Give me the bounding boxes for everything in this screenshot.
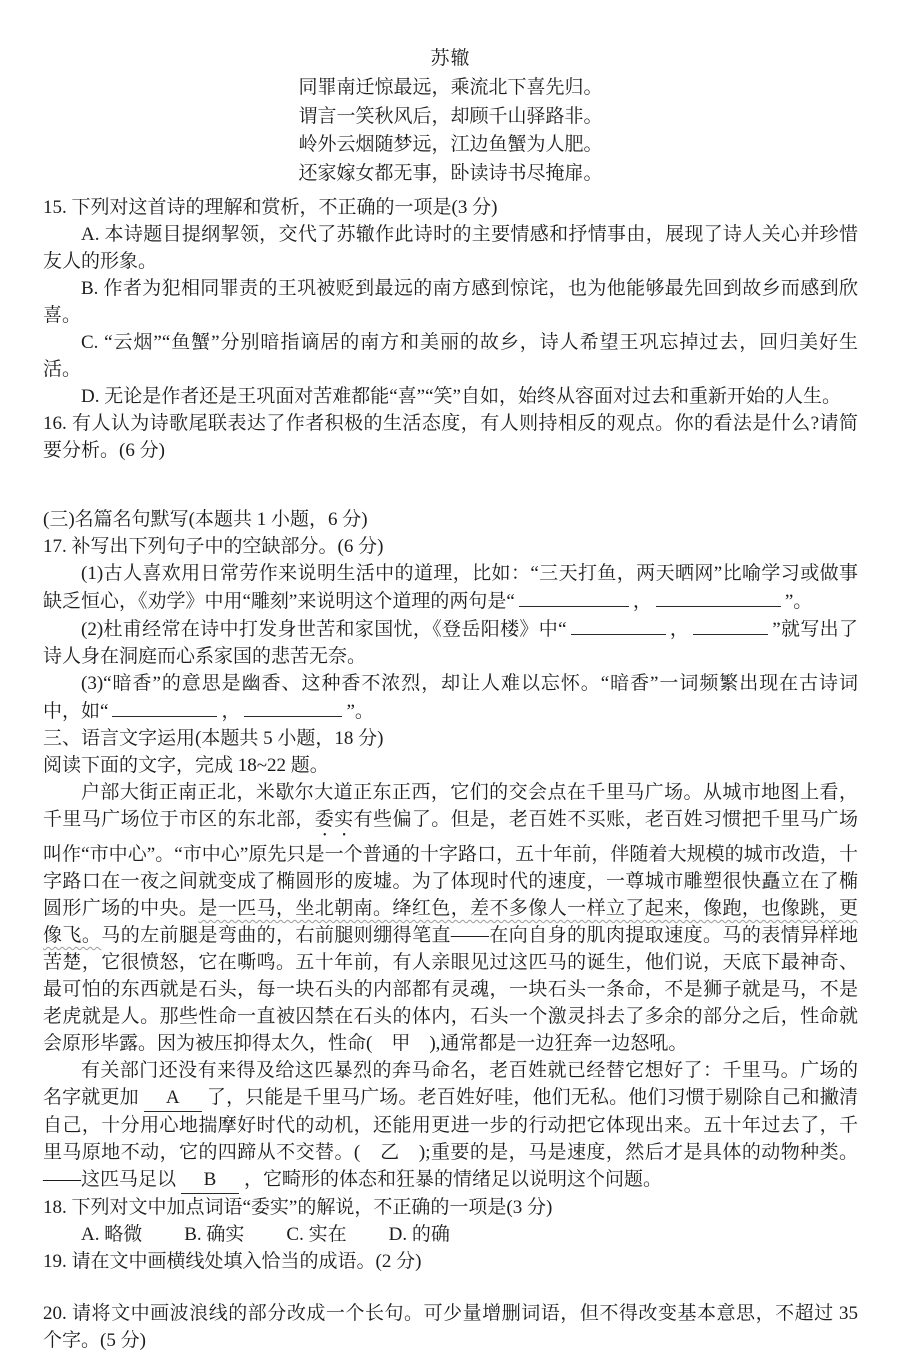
- question-18-option-b: B. 确实: [184, 1224, 245, 1245]
- question-17-stem: 17. 补写出下列句子中的空缺部分。(6 分): [43, 536, 384, 557]
- answer-blank: [112, 697, 217, 717]
- idiom-blank-a: A: [144, 1084, 202, 1112]
- question-18-options: [43, 1221, 858, 1248]
- passage-text: 了，只能是千里马广场。老百姓好哇，他们无私。他们习惯于剔除自己和撇清自己，十分用心地揣摩好时代的动机，还能用更进一步的行动把它体现出来。五十年过去了，千里马原地不动，它的四蹄从不交替。( 乙 );重要的是，马是速度，然后才是具体的动物种类。——这匹马足以: [43, 1087, 858, 1190]
- answer-blank: [656, 587, 781, 607]
- answer-blank: [244, 697, 342, 717]
- item-1-text-post: ”。: [784, 591, 813, 612]
- emphasized-word-weishi: 委实: [314, 809, 354, 830]
- question-15-option-c: C. “云烟”“鱼蟹”分别暗指谪居的南方和美丽的故乡，诗人希望王巩忘掉过去，回归美好生活。: [43, 332, 858, 380]
- passage-text: ，它畸形的体态和狂暴的情绪足以说明这个问题。: [244, 1169, 663, 1190]
- wavy-underlined-sentence: 是一匹马，坐北朝南。绛红色，差不多像人一样立了起来，像跑，也像跳，更像飞。: [43, 898, 858, 946]
- poem-line-3: 岭外云烟随梦远，江边鱼蟹为人肥。: [298, 134, 603, 155]
- poem-author: 苏辙: [430, 48, 471, 69]
- answer-blank: [519, 587, 629, 607]
- poem-line-4: 还家嫁女都无事，卧读诗书尽掩扉。: [298, 162, 603, 184]
- question-18-option-d: D. 的确: [388, 1224, 450, 1245]
- item-2-text-pre: (2)杜甫经常在诗中打发身世苦和家国忧，《登岳阳楼》中“: [81, 619, 567, 640]
- answer-blank: [693, 615, 768, 635]
- idiom-blank-b: B: [181, 1166, 239, 1194]
- question-18-stem: 18. 下列对文中加点词语“委实”的解说，不正确的一项是(3 分): [43, 1197, 553, 1218]
- passage-text: 有些偏了。但是，老百姓不买账，老百姓习惯把千里马广场叫作“市中心”。“市中心”原先只是一个普通的十字路口，五十年前，伴随着大规模的城市改造，十字路口在一夜之间就变成了椭圆形的废墟。为了体现时代的速度，一尊城市雕塑很快矗立在了椭圆形广场的中央。: [43, 809, 858, 919]
- item-1-separator: ，: [632, 591, 652, 612]
- passage-text: 有关部门还没有来得及给这匹暴烈的奔马命名，老百姓就已经替它想好了：千里马。广场的名字就更加: [43, 1060, 858, 1108]
- question-17-item-1: [43, 560, 858, 615]
- item-3-separator: ，: [221, 701, 241, 722]
- question-17-item-2: [43, 615, 858, 670]
- question-18-option-c: C. 实在: [286, 1224, 347, 1245]
- passage-text: 马的左前腿是弯曲的，右前腿则绷得笔直——在向自身的肌肉提取速度。马的表情异样地苦楚，它很愤怒，它在嘶鸣。五十年前，有人亲眼见过这匹马的诞生，他们说，天底下最神奇、最可怕的东西就是石头，每一块石头的内部都有灵魂，一块石头一条命，不是狮子就是马，不是老虎就是人。那些性命一直被囚禁在石头的体内，石头一个激灵抖去了多余的部分之后，性命就会原形毕露。因为被压抑得太久，性命( 甲 ),通常都是一边狂奔一边怒吼。: [43, 925, 858, 1054]
- question-17-item-3: [43, 670, 858, 725]
- question-15-option-d: D. 无论是作者还是王巩面对苦难都能“喜”“笑”自如，始终从容面对过去和重新开始的人生。: [81, 386, 841, 407]
- section-3-heading: (三)名篇名句默写(本题共 1 小题，6 分): [43, 509, 368, 530]
- item-1-text-pre: (1)古人喜欢用日常劳作来说明生活中的道理，比如：“三天打鱼，两天晒网”比喻学习或做事缺乏恒心，《劝学》中用“雕刻”来说明这个道理的两句是“: [43, 563, 858, 612]
- poem-block: [43, 44, 858, 188]
- passage-text: 户部大街正南正北，米歇尔大道正东正西，它们的交会点在千里马广场。从城市地图上看，千里马广场位于市区的东北部，: [43, 782, 858, 830]
- question-20-stem: 20. 请将文中画波浪线的部分改成一个长句。可少量增删词语，但不得改变基本意思，不超过 35 个字。(5 分): [43, 1303, 858, 1351]
- passage-paragraph-1: [43, 779, 858, 1057]
- question-15-option-b: B. 作者为犯相同罪责的王巩被贬到最远的南方感到惊诧，也为他能够最先回到故乡而感到欣喜。: [43, 278, 858, 326]
- section-language-use-heading: 三、语言文字运用(本题共 5 小题，18 分): [43, 728, 384, 749]
- question-16-stem: 16. 有人认为诗歌尾联表达了作者积极的生活态度，有人则持相反的观点。你的看法是什么?请简要分析。(6 分): [43, 413, 858, 461]
- answer-blank: [571, 615, 666, 635]
- question-19-stem: 19. 请在文中画横线处填入恰当的成语。(2 分): [43, 1251, 422, 1272]
- poem-line-2: 谓言一笑秋风后，却顾千山驿路非。: [298, 105, 603, 127]
- question-18-option-a: A. 略微: [81, 1224, 143, 1245]
- question-15-stem: 15. 下列对这首诗的理解和赏析，不正确的一项是(3 分): [43, 197, 498, 218]
- item-3-text-post: ”。: [346, 701, 374, 722]
- reading-instruction: 阅读下面的文字，完成 18~22 题。: [43, 755, 329, 776]
- poem-line-1: 同罪南迁惊最远，乘流北下喜先归。: [298, 77, 603, 98]
- passage-paragraph-2: [43, 1057, 858, 1194]
- question-15-option-a: A. 本诗题目提纲挈领，交代了苏辙作此诗时的主要情感和抒情事由，展现了诗人关心并珍惜友人的形象。: [43, 224, 858, 272]
- item-2-text-post: ”就写出了诗人身在洞庭而心系家国的悲苦无奈。: [43, 619, 859, 667]
- item-3-text-pre: (3)“暗香”的意思是幽香、这种香不浓烈，却让人难以忘怀。“暗香”一词频繁出现在古诗词中，如“: [43, 673, 858, 722]
- item-2-separator: ，: [669, 619, 690, 640]
